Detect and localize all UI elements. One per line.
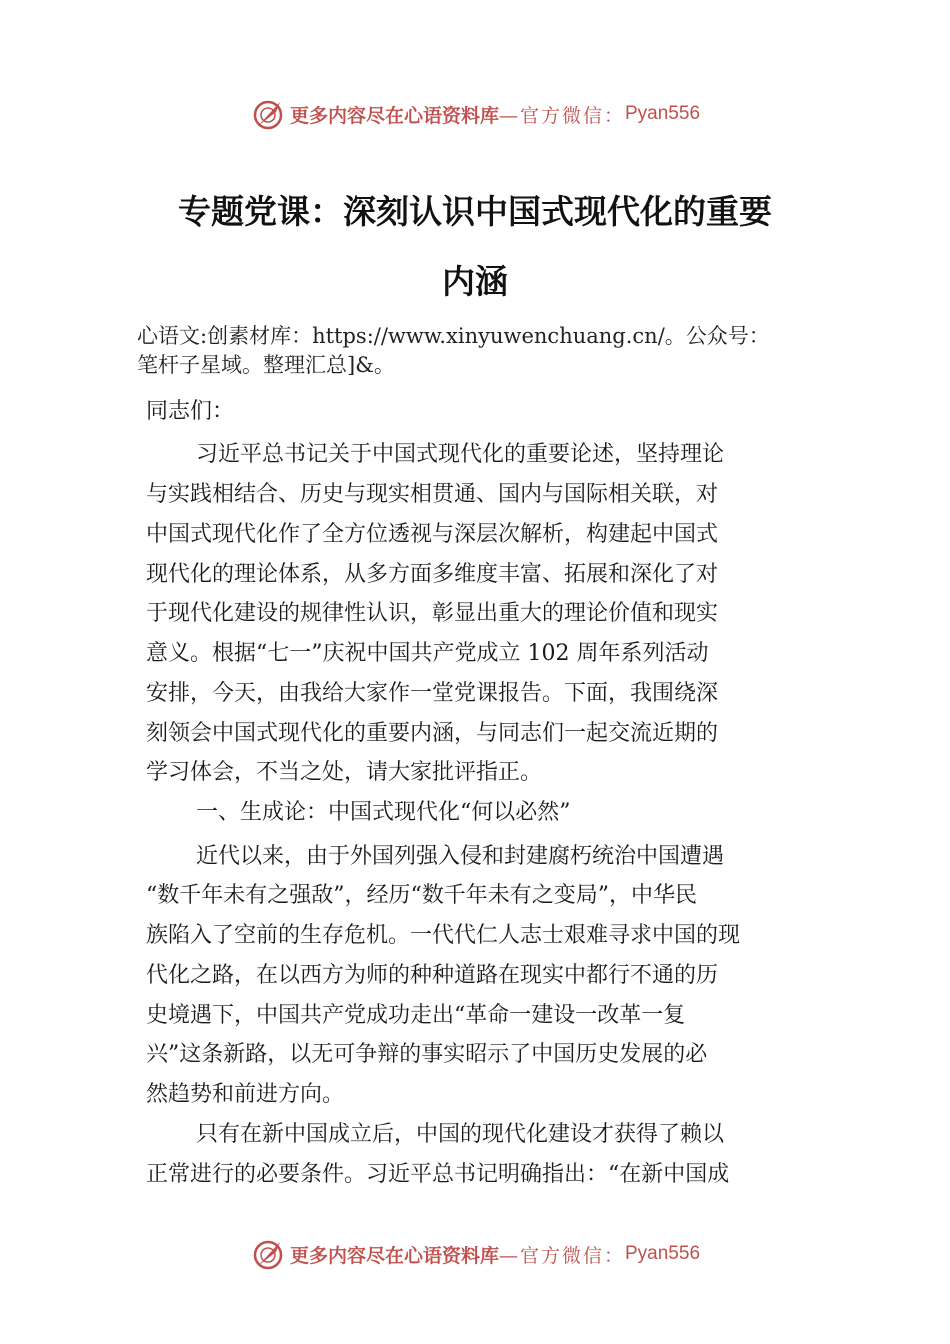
paragraph-line: 正常进行的必要条件。习近平总书记明确指出：“在新中国成 <box>146 1162 730 1187</box>
banner-contact-text: —官方微信： <box>498 1244 625 1267</box>
feather-logo-icon <box>250 1236 286 1272</box>
banner-wechat-id: Pyan556 <box>625 103 701 124</box>
paragraph-line: 史境遇下，中国共产党成功走出“革命一建设一改革一复 <box>146 1003 686 1028</box>
footer-banner <box>0 1232 950 1276</box>
source-note-line-1: 心语文:创素材库：https://www.xinyuwenchuang.cn/。公众号： <box>137 324 770 348</box>
paragraph-line: 安排，今天，由我给大家作一堂党课报告。下面，我围绕深 <box>146 681 719 706</box>
page-title-line-2: 内涵 <box>442 262 508 301</box>
banner-wechat-id: Pyan556 <box>625 1243 701 1264</box>
paragraph-line: 只有在新中国成立后，中国的现代化建设才获得了赖以 <box>196 1122 725 1147</box>
paragraph-line: 族陷入了空前的生存危机。一代代仁人志士艰难寻求中国的现 <box>146 923 741 948</box>
source-note-line-2: 笔杆子星域。整理汇总]&。 <box>137 353 395 377</box>
feather-logo-icon <box>250 96 286 132</box>
paragraph-line: “数千年未有之强敌”，经历“数千年未有之变局”，中华民 <box>146 883 697 908</box>
paragraph-line: 学习体会，不当之处，请大家批评指正。 <box>146 760 543 785</box>
paragraph-line: 兴”这条新路，以无可争辩的事实昭示了中国历史发展的必 <box>146 1042 708 1067</box>
page-title-line-1: 专题党课：深刻认识中国式现代化的重要 <box>178 192 772 231</box>
header-banner <box>0 92 950 136</box>
paragraph-line: 于现代化建设的规律性认识，彰显出重大的理论价值和现实 <box>146 601 719 626</box>
paragraph-line: 意义。根据“七一”庆祝中国共产党成立 102 周年系列活动 <box>146 641 709 666</box>
paragraph-line: 现代化的理论体系，从多方面多维度丰富、拓展和深化了对 <box>146 562 719 587</box>
paragraph-line: 代化之路，在以西方为师的种种道路在现实中都行不通的历 <box>146 963 719 988</box>
banner-contact-text: —官方微信： <box>498 104 625 127</box>
banner-main-text: 更多内容尽在心语资料库 <box>289 104 499 127</box>
salutation: 同志们： <box>146 399 235 424</box>
paragraph-line: 习近平总书记关于中国式现代化的重要论述，坚持理论 <box>196 442 725 467</box>
paragraph-line: 中国式现代化作了全方位透视与深层次解析，构建起中国式 <box>146 522 719 547</box>
section-heading: 一、生成论：中国式现代化“何以必然” <box>196 800 571 825</box>
paragraph-line: 与实践相结合、历史与现实相贯通、国内与国际相关联，对 <box>146 482 719 507</box>
paragraph-line: 然趋势和前进方向。 <box>146 1082 345 1107</box>
banner-main-text: 更多内容尽在心语资料库 <box>289 1244 499 1267</box>
paragraph-line: 近代以来，由于外国列强入侵和封建腐朽统治中国遭遇 <box>196 844 725 869</box>
paragraph-line: 刻领会中国式现代化的重要内涵，与同志们一起交流近期的 <box>146 721 719 746</box>
